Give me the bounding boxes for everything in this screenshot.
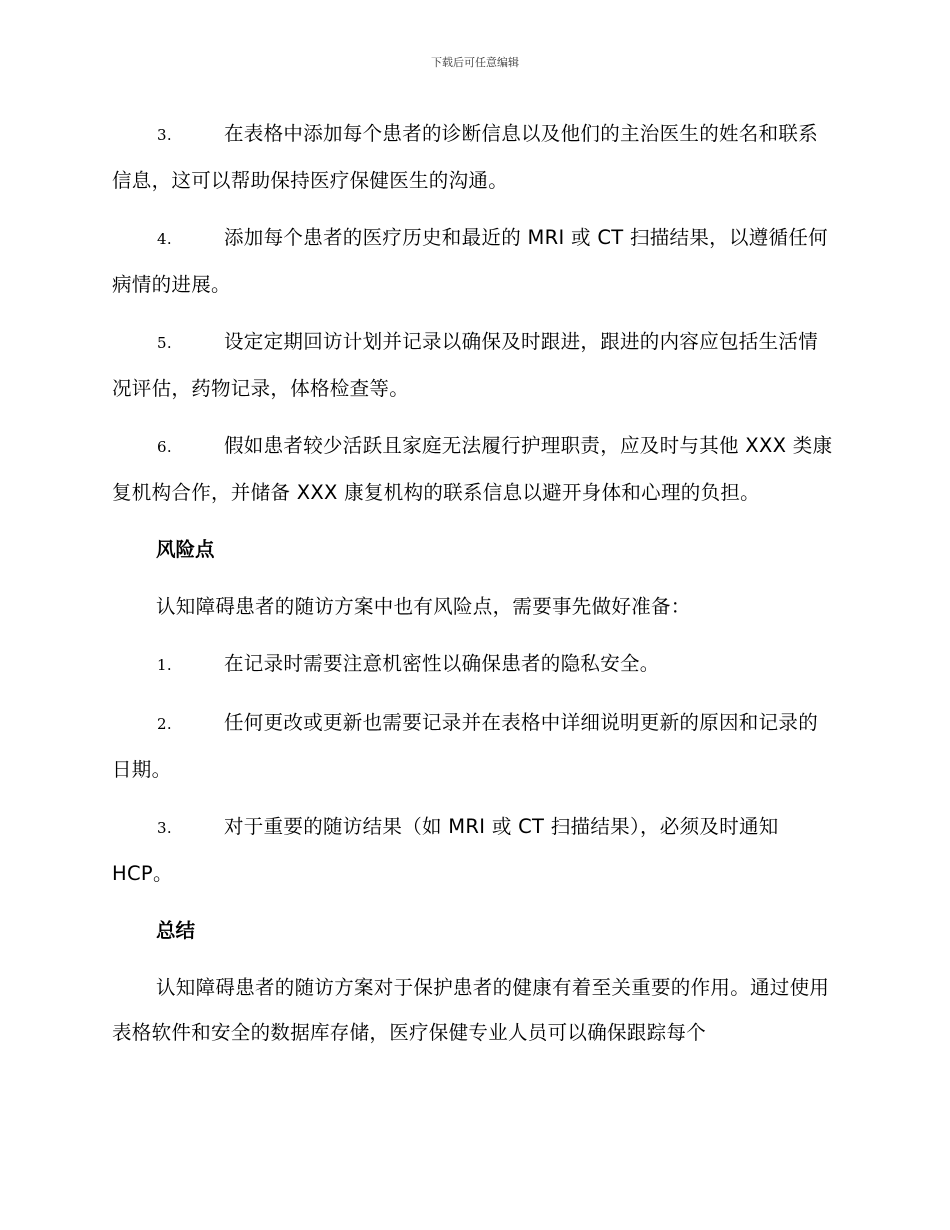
list-item-text: 在记录时需要注意机密性以确保患者的隐私安全。 [224,652,660,675]
document-body [112,111,834,1067]
list-number: 4. [157,230,172,248]
list-item-text: 对于重要的随访结果（如 MRI 或 CT 扫描结果），必须及时通知 HCP。 [112,815,779,885]
list-item [112,111,834,203]
section-heading-risk: 风险点 [156,538,215,561]
risk-intro-paragraph: 认知障碍患者的随访方案中也有风险点，需要事先做好准备： [156,595,691,618]
list-item-text: 假如患者较少活跃且家庭无法履行护理职责，应及时与其他 XXX 类康复机构合作，并储备 XXX 康复机构的联系信息以避开身体和心理的负担。 [112,434,833,504]
summary-paragraph: 认知障碍患者的随访方案对于保护患者的健康有着至关重要的作用。通过使用表格软件和安全的数据库存储，医疗保健专业人员可以确保跟踪每个 [112,976,830,1044]
list-number: 1. [157,656,172,674]
list-number: 6. [157,438,172,456]
list-item [112,319,834,411]
list-number: 2. [157,715,172,733]
section-heading-summary: 总结 [156,919,196,942]
list-item [112,700,834,792]
list-item-text: 添加每个患者的医疗历史和最近的 MRI 或 CT 扫描结果，以遵循任何病情的进展。 [112,226,828,296]
list-item-text: 设定定期回访计划并记录以确保及时跟进，跟进的内容应包括生活情况评估，药物记录，体格检查等。 [112,330,819,400]
list-item-text: 任何更改或更新也需要记录并在表格中详细说明更新的原因和记录的日期。 [112,711,819,781]
list-number: 3. [157,819,172,837]
list-item [112,423,834,515]
list-item [112,215,834,307]
list-item [112,804,834,896]
page-header: 下载后可任意编辑 [431,56,519,69]
list-number: 3. [157,126,172,144]
list-item [112,641,834,688]
list-item-text: 在表格中添加每个患者的诊断信息以及他们的主治医生的姓名和联系信息，这可以帮助保持医疗保健医生的沟通。 [112,122,819,192]
list-number: 5. [157,334,172,352]
